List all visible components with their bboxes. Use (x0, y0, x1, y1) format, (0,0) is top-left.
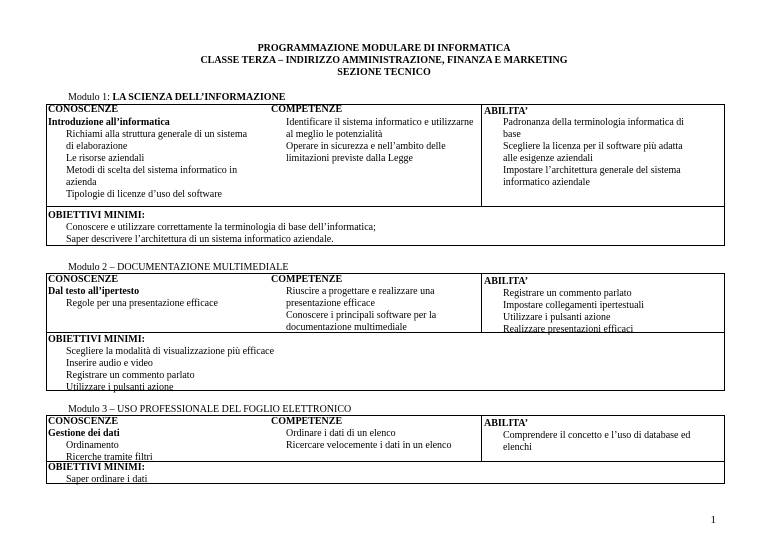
list-item: Impostare l’architettura generale del sistema (503, 165, 681, 176)
module3-conoscenze-heading: CONOSCENZE (48, 416, 119, 427)
list-item: elenchi (503, 442, 532, 453)
module3-title: Modulo 3 – USO PROFESSIONALE DEL FOGLIO ELETTRONICO (68, 404, 352, 415)
list-item: Scegliere la modalità di visualizzazione più efficace (66, 346, 275, 357)
list-item: documentazione multimediale (286, 322, 407, 333)
module1-title-text: LA SCIENZA DELL’INFORMAZIONE (112, 92, 286, 103)
list-item: azienda (66, 177, 97, 188)
module1-obiettivi-list (66, 222, 376, 246)
module3-col-divider (481, 415, 482, 462)
module1-title (68, 92, 285, 104)
list-item: Saper descrivere l’architettura di un sistema informatico aziendale. (66, 234, 334, 245)
list-item: presentazione efficace (286, 298, 375, 309)
page-number: 1 (710, 514, 716, 526)
module2-obiettivi-heading: OBIETTIVI MINIMI: (48, 334, 145, 345)
list-item: limitazioni previste dalla Legge (286, 153, 413, 164)
list-item: Conoscere i principali software per la (286, 310, 437, 321)
list-item: Scegliere la licenza per il software più adatta (503, 141, 683, 152)
module1-abilita-list (503, 117, 684, 189)
list-item: Saper ordinare i dati (66, 474, 148, 485)
doc-title-line3: SEZIONE TECNICO (337, 67, 431, 78)
module1-competenze-list (286, 117, 473, 165)
module1-conoscenze-list (66, 129, 247, 201)
module2-competenze-list (286, 286, 436, 334)
module2-col-divider (481, 273, 482, 333)
module3-obiettivi-list (66, 474, 147, 486)
list-item: Impostare collegamenti ipertestuali (503, 300, 645, 311)
module3-competenze-list (286, 428, 451, 452)
list-item: Ordinamento (66, 440, 119, 451)
module3-abilita-list (503, 430, 690, 454)
module3-subtitle: Gestione dei dati (48, 428, 120, 439)
list-item: Identificare il sistema informatico e utilizzarne (286, 117, 474, 128)
list-item: Conoscere e utilizzare correttamente la terminologia di base dell’informatica; (66, 222, 376, 233)
module1-obiettivi-heading: OBIETTIVI MINIMI: (48, 210, 145, 221)
list-item: Le risorse aziendali (66, 153, 145, 164)
module3-obiettivi-heading: OBIETTIVI MINIMI: (48, 462, 145, 473)
module2-obiettivi-list (66, 346, 274, 394)
list-item: Padronanza della terminologia informatica di (503, 117, 685, 128)
module1-competenze-heading: COMPETENZE (271, 104, 343, 115)
module2-conoscenze-list (66, 298, 218, 310)
list-item: base (503, 129, 521, 140)
list-item: Utilizzare i pulsanti azione (503, 312, 611, 323)
list-item: Inserire audio e video (66, 358, 153, 369)
module1-col-divider (481, 104, 482, 207)
list-item: Realizzare presentazioni efficaci (503, 324, 634, 335)
list-item: Riuscire a progettare e realizzare una (286, 286, 435, 297)
module1-row-divider (46, 206, 725, 207)
module1-prefix: Modulo 1: (68, 92, 110, 103)
list-item: Metodi di scelta del sistema informatico in (66, 165, 238, 176)
module2-abilita-list (503, 288, 644, 336)
module1-conoscenze-heading: CONOSCENZE (48, 104, 119, 115)
module1-abilita-heading: ABILITA’ (484, 106, 529, 117)
list-item: al meglio le potenzialità (286, 129, 383, 140)
list-item: Utilizzare i pulsanti azione (66, 382, 174, 393)
list-item: Operare in sicurezza e nell’ambito delle (286, 141, 446, 152)
doc-title-line1: PROGRAMMAZIONE MODULARE DI INFORMATICA (257, 43, 511, 54)
list-item: Registrare un commento parlato (503, 288, 632, 299)
list-item: Ricercare velocemente i dati in un elenco (286, 440, 452, 451)
module2-title: Modulo 2 – DOCUMENTAZIONE MULTIMEDIALE (68, 262, 289, 273)
module2-subtitle: Dal testo all’ipertesto (48, 286, 140, 297)
list-item: Comprendere il concetto e l’uso di database ed (503, 430, 691, 441)
list-item: Registrare un commento parlato (66, 370, 195, 381)
module2-abilita-heading: ABILITA’ (484, 276, 529, 287)
list-item: Tipologie di licenze d’uso del software (66, 189, 222, 200)
module3-conoscenze-list (66, 440, 153, 464)
list-item: alle esigenze aziendali (503, 153, 593, 164)
module2-conoscenze-heading: CONOSCENZE (48, 274, 119, 285)
list-item: informatico aziendale (503, 177, 590, 188)
list-item: Ordinare i dati di un elenco (286, 428, 396, 439)
doc-title-line2: CLASSE TERZA – INDIRIZZO AMMINISTRAZIONE, FINANZA E MARKETING (200, 55, 568, 66)
list-item: Regole per una presentazione efficace (66, 298, 218, 309)
list-item: di elaborazione (66, 141, 128, 152)
module3-competenze-heading: COMPETENZE (271, 416, 343, 427)
module1-subtitle: Introduzione all’informatica (48, 117, 170, 128)
module2-competenze-heading: COMPETENZE (271, 274, 343, 285)
module3-abilita-heading: ABILITA’ (484, 418, 529, 429)
list-item: Richiami alla struttura generale di un sistema (66, 129, 248, 140)
list-item: Ricerche tramite filtri (66, 452, 153, 463)
